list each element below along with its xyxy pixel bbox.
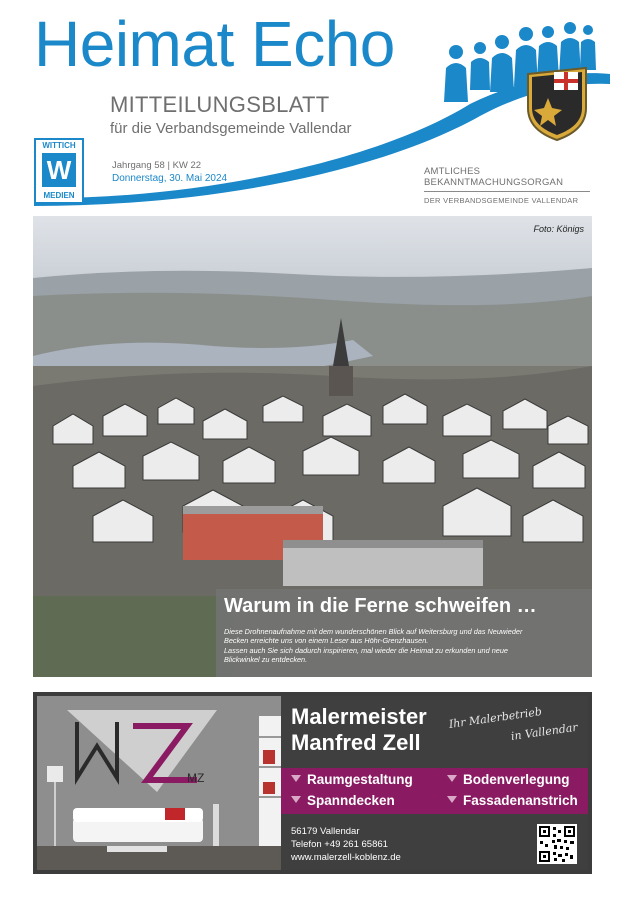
subline: für die Verbandsgemeinde Vallendar bbox=[110, 120, 352, 137]
headline: Warum in die Ferne schweifen … bbox=[224, 595, 537, 617]
publisher-bottom-text: MEDIEN bbox=[43, 191, 75, 200]
triangle-bullet-icon bbox=[291, 775, 301, 782]
divider bbox=[424, 191, 590, 192]
ad-slogan-line-1: Ihr Malerbetrieb bbox=[448, 705, 543, 731]
publisher-top-text: WITTICH bbox=[42, 141, 76, 150]
ad-slogan-line-2: in Vallendar bbox=[510, 720, 579, 743]
subtitle: MITTEILUNGSBLATT bbox=[110, 92, 330, 117]
official-organ-line-2: BEKANNTMACHUNGSORGAN bbox=[424, 176, 564, 188]
service-item: Raumgestaltung bbox=[291, 772, 413, 787]
newspaper-title: Heimat Echo bbox=[34, 8, 395, 80]
ad-image bbox=[37, 696, 281, 870]
ad-logo: MZ bbox=[187, 771, 205, 785]
issue-date: Donnerstag, 30. Mai 2024 bbox=[112, 173, 228, 184]
coat-of-arms-icon bbox=[524, 64, 590, 142]
service-item: Fassadenanstrich bbox=[447, 793, 578, 808]
ad-address: 56179 Vallendar bbox=[291, 826, 360, 837]
publisher-mark: W bbox=[42, 153, 76, 187]
wittich-medien-logo bbox=[34, 138, 84, 204]
triangle-bullet-icon bbox=[291, 796, 301, 803]
service-item: Spanndecken bbox=[291, 793, 395, 808]
advertisement bbox=[33, 692, 592, 874]
issue-info: Jahrgang 58 | KW 22 bbox=[112, 160, 202, 171]
caption-box bbox=[216, 589, 592, 677]
caption-line-2: Becken erreichte uns von einem Leser aus Höhr-Grenzhausen. bbox=[224, 636, 429, 646]
photo-credit: Foto: Königs bbox=[533, 224, 584, 234]
official-organ-line-3: DER VERBANDSGEMEINDE VALLENDAR bbox=[424, 196, 579, 205]
triangle-bullet-icon bbox=[447, 796, 457, 803]
ad-company-line-1: Malermeister bbox=[291, 704, 427, 729]
caption-text bbox=[224, 627, 584, 665]
caption-line-4: Blickwinkel zu entdecken. bbox=[224, 655, 308, 665]
caption-line-3: Lassen auch Sie sich dadurch inspirieren, mal wieder die Heimat zu erkunden und neue bbox=[224, 645, 508, 655]
living-room-image bbox=[37, 696, 281, 870]
caption-line-1: Diese Drohnenaufnahme mit dem wunderschönen Blick auf Weitersburg und das Neuwieder bbox=[224, 627, 523, 636]
masthead bbox=[0, 0, 625, 215]
ad-text-panel bbox=[281, 696, 588, 870]
triangle-bullet-icon bbox=[447, 775, 457, 782]
ad-website[interactable]: www.malerzell-koblenz.de bbox=[291, 852, 401, 863]
ad-services-band bbox=[281, 768, 588, 814]
service-item: Bodenverlegung bbox=[447, 772, 570, 787]
ad-company-line-2: Manfred Zell bbox=[291, 730, 421, 755]
cover-photo bbox=[33, 216, 592, 677]
qr-code-icon bbox=[537, 824, 577, 864]
official-organ-label bbox=[424, 167, 563, 189]
official-organ-line-1: AMTLICHES bbox=[424, 166, 481, 177]
ad-phone: Telefon +49 261 65861 bbox=[291, 839, 388, 850]
